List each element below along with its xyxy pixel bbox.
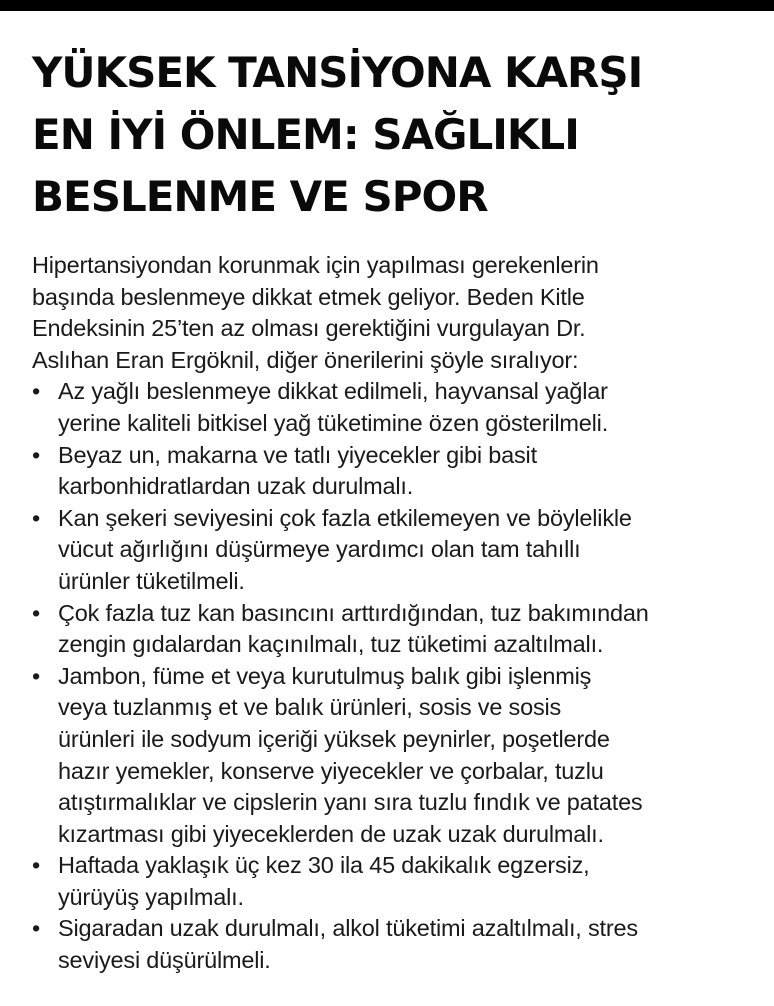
list-item-line: yerine kaliteli bitkisel yağ tüketimine özen gösterilmeli. [58, 409, 609, 436]
list-item [32, 598, 767, 661]
list-item [32, 376, 767, 439]
list-item [32, 850, 767, 913]
intro-paragraph [32, 250, 767, 376]
intro-line: Hipertansiyondan korunmak için yapılması gerekenlerin [32, 252, 599, 278]
list-item [32, 440, 767, 503]
intro-line: Aslıhan Eran Ergöknil, diğer önerilerini şöyle sıralıyor: [32, 346, 579, 373]
list-item-line: Haftada yaklaşık üç kez 30 ila 45 dakikalık egzersiz, [58, 852, 590, 879]
list-item-line: ürünleri ile sodyum içeriği yüksek peynirler, poşetlerde [58, 725, 610, 752]
list-item [32, 503, 767, 598]
intro-line: başında beslenmeye dikkat etmek geliyor. Beden Kitle [32, 283, 585, 310]
list-item-line: karbonhidratlardan uzak durulmalı. [58, 473, 414, 500]
headline-line: EN İYİ ÖNLEM: SAĞLIKLI [32, 110, 579, 159]
article [32, 42, 767, 977]
bullet-icon: • [32, 504, 41, 531]
headline [32, 42, 767, 228]
bullet-icon: • [32, 662, 41, 689]
list-item [32, 913, 767, 976]
recommendation-list [32, 376, 767, 976]
top-rule [0, 0, 774, 11]
list-item-line: kızartması gibi yiyeceklerden de uzak uzak durulmalı. [58, 820, 604, 847]
headline-line: BESLENME VE SPOR [32, 172, 488, 221]
bullet-icon: • [32, 441, 41, 468]
list-item-line: yürüyüş yapılmalı. [58, 883, 244, 910]
list-item [32, 661, 767, 851]
headline-line: YÜKSEK TANSİYONA KARŞI [32, 48, 643, 97]
list-item-line: hazır yemekler, konserve yiyecekler ve çorbalar, tuzlu [58, 757, 604, 784]
list-item-line: zengin gıdalardan kaçınılmalı, tuz tüketimi azaltılmalı. [58, 631, 604, 658]
list-item-line: Kan şekeri seviyesini çok fazla etkilemeyen ve böylelikle [58, 504, 632, 531]
list-item-line: Beyaz un, makarna ve tatlı yiyecekler gibi basit [58, 441, 537, 468]
list-item-line: Çok fazla tuz kan basıncını arttırdığından, tuz bakımından [58, 599, 649, 626]
bullet-icon: • [32, 852, 41, 879]
list-item-line: Sigaradan uzak durulmalı, alkol tüketimi azaltılmalı, stres [58, 915, 638, 942]
bullet-icon: • [32, 599, 41, 626]
list-item-line: Jambon, füme et veya kurutulmuş balık gibi işlenmiş [58, 662, 592, 689]
bullet-icon: • [32, 915, 41, 942]
list-item-line: veya tuzlanmış et ve balık ürünleri, sosis ve sosis [58, 694, 562, 721]
bullet-icon: • [32, 378, 41, 405]
list-item-line: ürünler tüketilmeli. [58, 567, 245, 594]
list-item-line: atıştırmalıklar ve cipslerin yanı sıra tuzlu fındık ve patates [58, 789, 643, 816]
list-item-line: seviyesi düşürülmeli. [58, 947, 271, 974]
intro-line: Endeksinin 25’ten az olması gerektiğini vurgulayan Dr. [32, 315, 586, 342]
list-item-line: Az yağlı beslenmeye dikkat edilmeli, hayvansal yağlar [58, 378, 608, 405]
list-item-line: vücut ağırlığını düşürmeye yardımcı olan tam tahıllı [58, 536, 581, 563]
